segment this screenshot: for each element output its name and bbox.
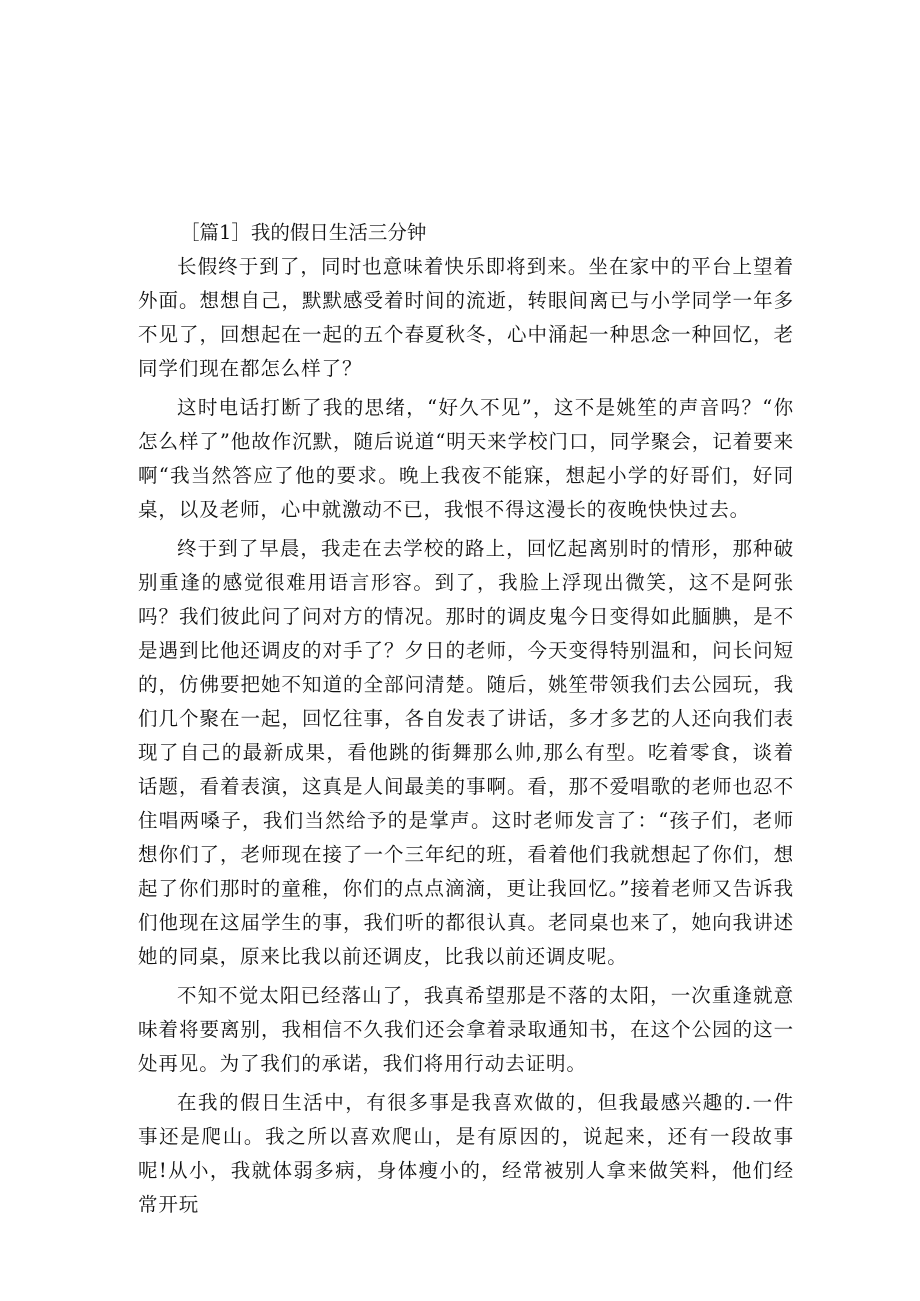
paragraph-3: 终于到了早晨，我走在去学校的路上，回忆起离别时的情形，那种破别重逢的感觉很难用语言形容。到了，我脸上浮现出微笑，这不是阿张吗？我们彼此问了问对方的情况。那时的调皮鬼今日变得如此腼腆，是不是遇到比他还调皮的对手了？夕日的老师，今天变得特别温和，问长问短的，仿佛要把她不知道的全部问清楚。随后，姚笙带领我们去公园玩，我们几个聚在一起，回忆往事，各自发表了讲话，多才多艺的人还向我们表现了自己的最新成果，看他跳的街舞那么帅,那么有型。吃着零食，谈着话题，看着表演，这真是人间最美的事啊。看，那不爱唱歌的老师也忍不住唱两嗓子，我们当然给予的是掌声。这时老师发言了：“孩子们，老师想你们了，老师现在接了一个三年纪的班，看着他们我就想起了你们，想起了你们那时的童稚，你们的点点滴滴，更让我回忆。”接着老师又告诉我们他现在这届学生的事，我们听的都很认真。老同桌也来了，她向我讲述她的同桌，原来比我以前还调皮，比我以前还调皮呢。 — [138, 537, 794, 968]
paragraph-2: 这时电话打断了我的思绪，“好久不见”，这不是姚笙的声音吗？“你怎么样了”他故作沉默，随后说道“明天来学校门口，同学聚会，记着要来啊“我当然答应了他的要求。晚上我夜不能寐，想起小学的好哥们，好同桌，以及老师，心中就激动不已，我恨不得这漫长的夜晚快快过去。 — [138, 396, 794, 521]
section-heading: ［篇1］我的假日生活三分钟 — [180, 221, 427, 244]
paragraph-1: 长假终于到了，同时也意味着快乐即将到来。坐在家中的平台上望着外面。想想自己，默默感受着时间的流逝，转眼间离已与小学同学一年多不见了，回想起在一起的五个春夏秋冬，心中涌起一种思念一种回忆，老同学们现在都怎么样了？ — [138, 255, 794, 380]
paragraph-4: 不知不觉太阳已经落山了，我真希望那是不落的太阳，一次重逢就意味着将要离别，我相信不久我们还会拿着录取通知书，在这个公园的这一处再见。为了我们的承诺，我们将用行动去证明。 — [138, 984, 794, 1075]
paragraph-5: 在我的假日生活中，有很多事是我喜欢做的，但我最感兴趣的.一件事还是爬山。我之所以喜欢爬山，是有原因的，说起来，还有一段故事呢!从小，我就体弱多病，身体瘦小的，经常被别人拿来做笑料，他们经常开玩 — [138, 1091, 794, 1216]
document-body — [138, 216, 794, 1222]
